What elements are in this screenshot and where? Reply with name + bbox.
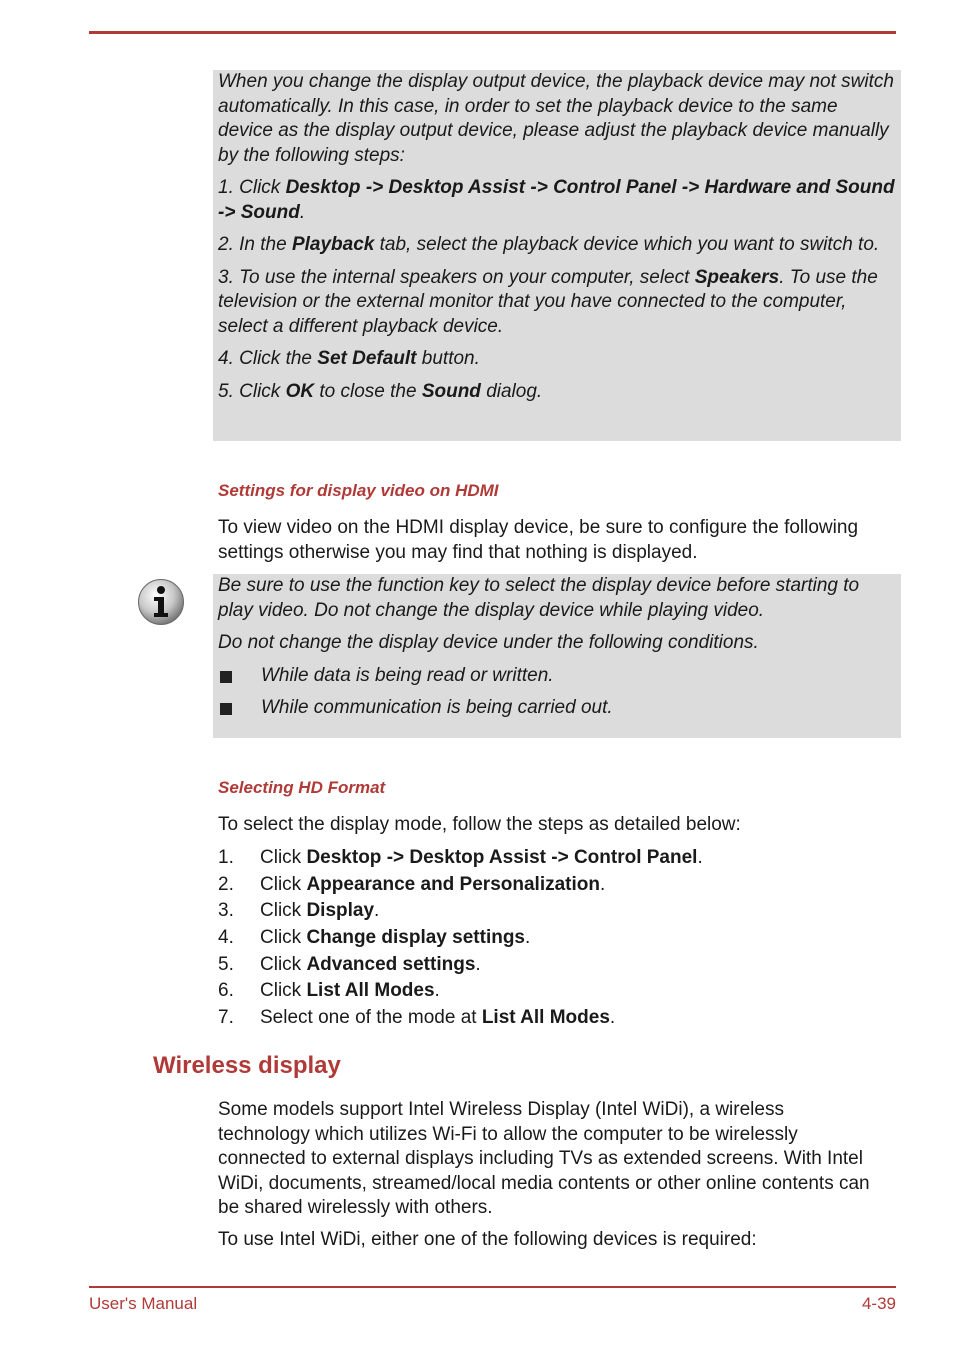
bullet-square-icon xyxy=(220,671,232,683)
hd-format-subheading: Selecting HD Format xyxy=(218,778,386,797)
note2-p2: Do not change the display device under the following conditions. xyxy=(218,632,759,653)
note-step-2: 2. In the Playback tab, select the playback device which you want to switch to. xyxy=(218,234,880,255)
info-icon xyxy=(137,578,185,626)
footer-manual-title: User's Manual xyxy=(89,1294,198,1313)
note-step-4: 4. Click the Set Default button. xyxy=(218,348,480,369)
hd-format-steps xyxy=(218,845,703,1032)
header-rule xyxy=(89,31,896,34)
wireless-p1: Some models support Intel Wireless Display (Intel WiDi), a wireless technology which utilizes Wi-Fi to allow the computer to be wirelessly connected to external displays including TVs as extended screens. With Intel WiDi, documents, streamed/local media contents or other online contents can be shared wirelessly with others. xyxy=(218,1099,870,1218)
step-item: 7. Select one of the mode at List All Modes. xyxy=(218,1007,616,1029)
display-device-note-box xyxy=(213,574,901,738)
step-item: 6. Click List All Modes. xyxy=(218,980,440,1002)
footer-rule xyxy=(89,1286,896,1288)
note2-bullet: While communication is being carried out. xyxy=(218,696,895,721)
note2-bullet: While data is being read or written. xyxy=(218,664,895,689)
step-item: 1. Click Desktop -> Desktop Assist -> Control Panel. xyxy=(218,847,703,868)
step-item: 4. Click Change display settings. xyxy=(218,927,531,949)
step-item: 5. Click Advanced settings. xyxy=(218,953,481,975)
footer-page-number: 4-39 xyxy=(861,1294,896,1313)
hdmi-intro: To view video on the HDMI display device, be sure to configure the following settings otherwise you may find that nothing is displayed. xyxy=(218,517,859,563)
wireless-display-heading: Wireless display xyxy=(153,1052,341,1079)
note-step-3: 3. To use the internal speakers on your computer, select Speakers. To use the television or the external monitor that you have connected to the computer, select a different playback device. xyxy=(218,266,878,337)
step-item: 2. Click Appearance and Personalization. xyxy=(218,873,606,895)
note-step-5: 5. Click OK to close the Sound dialog. xyxy=(218,380,543,402)
hd-format-intro: To select the display mode, follow the steps as detailed below: xyxy=(218,814,741,835)
playback-note-box xyxy=(213,70,901,441)
wireless-p2: To use Intel WiDi, either one of the following devices is required: xyxy=(218,1229,757,1250)
note-intro: When you change the display output device, the playback device may not switch automatically. In this case, in order to set the playback device to the same device as the display output device, please adjust the playback device manually by the following steps: xyxy=(218,71,894,166)
note2-p1: Be sure to use the function key to select the display device before starting to play video. Do not change the display device while playing video. xyxy=(218,575,860,621)
step-item: 3. Click Display. xyxy=(218,900,380,922)
hdmi-subheading: Settings for display video on HDMI xyxy=(218,481,499,500)
bullet-square-icon xyxy=(220,703,232,715)
note-step-1: 1. Click Desktop -> Desktop Assist -> Control Panel -> Hardware and Sound -> Sound. xyxy=(218,177,895,223)
